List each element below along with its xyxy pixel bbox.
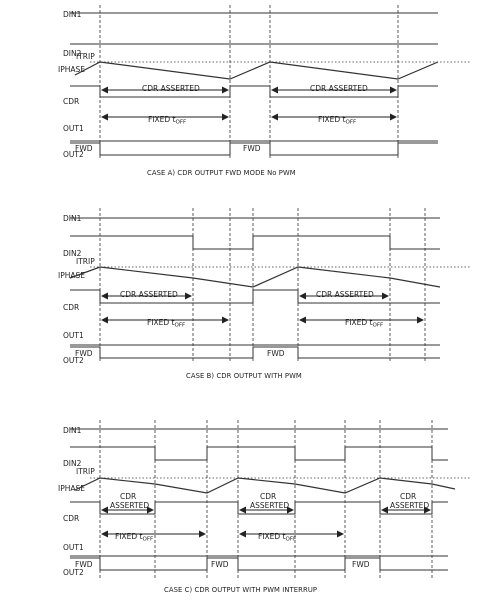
case-a-itrip-label: ITRIP (76, 52, 95, 61)
case-c-cdr-label: CDR (63, 514, 80, 523)
case-b-cdr-asserted-label: CDR ASSERTED (316, 290, 374, 299)
case-c-cdr-asserted-label-line1: CDR (400, 492, 417, 501)
case-c-din1-label: DIN1 (63, 426, 82, 435)
case-b-fwd-label: FWD (75, 349, 93, 358)
case-c-din2-label: DIN2 (63, 459, 82, 468)
case-b-out1-label: OUT1 (63, 331, 84, 340)
case-c-itrip-label: ITRIP (76, 467, 95, 476)
case-a-iphase-label: IPHASE (58, 65, 86, 74)
case-c-iphase-wave (75, 478, 455, 493)
case-b-din2-wave (70, 236, 440, 249)
case-c-cdr-asserted-label-line2: ASSERTED (250, 501, 290, 510)
case-a-fwd-label: FWD (75, 144, 93, 153)
case-b-cdr-label: CDR (63, 303, 80, 312)
case-a-panel (58, 5, 470, 177)
case-c-panel (58, 420, 470, 594)
case-b-fwd-label: FWD (267, 349, 285, 358)
case-c-cdr-asserted-label-line1: CDR (260, 492, 277, 501)
case-a-cdr-wave (70, 86, 438, 97)
case-b-caption: CASE B) CDR OUTPUT WITH PWM (186, 372, 302, 380)
case-c-din2-wave (70, 447, 448, 460)
case-b-fixed-toff-label: FIXED $t_{OFF}$ (147, 318, 186, 329)
case-c-out2-label: OUT2 (63, 568, 84, 577)
case-a-iphase-wave (75, 62, 438, 79)
case-c-out2-wave (70, 558, 448, 570)
case-a-out2-label: OUT2 (63, 150, 84, 159)
case-c-cdr-asserted-label-line2: ASSERTED (390, 501, 430, 510)
case-a-cdr-label: CDR (63, 97, 80, 106)
case-a-din1-label: DIN1 (63, 10, 82, 19)
case-a-din2-label: DIN2 (63, 49, 82, 58)
case-b-panel (58, 208, 470, 380)
case-a-out1-label: OUT1 (63, 124, 84, 133)
case-b-itrip-label: ITRIP (76, 257, 95, 266)
case-b-out2-wave (70, 347, 440, 358)
case-c-iphase-label: IPHASE (58, 484, 86, 493)
case-b-iphase-wave (70, 267, 440, 287)
case-a-cdr-asserted-label: CDR ASSERTED (142, 84, 200, 93)
case-b-fixed-toff-label: FIXED $t_{OFF}$ (345, 318, 384, 329)
case-c-fwd-label: FWD (75, 560, 93, 569)
case-c-out1-label: OUT1 (63, 543, 84, 552)
case-c-fixed-toff-label: FIXED $t_{OFF}$ (258, 532, 297, 543)
case-b-out2-label: OUT2 (63, 356, 84, 365)
case-b-iphase-label: IPHASE (58, 271, 86, 280)
case-b-din1-label: DIN1 (63, 214, 82, 223)
case-a-caption: CASE A) CDR OUTPUT FWD MODE No PWM (147, 169, 296, 177)
case-c-cdr-asserted-label-line2: ASSERTED (110, 501, 150, 510)
case-a-fwd-label: FWD (243, 144, 261, 153)
case-c-caption: CASE C) CDR OUTPUT WITH PWM INTERRUP (164, 586, 318, 594)
case-a-cdr-asserted-label: CDR ASSERTED (310, 84, 368, 93)
case-c-fixed-toff-label: FIXED $t_{OFF}$ (115, 532, 154, 543)
case-c-cdr-asserted-label-line1: CDR (120, 492, 137, 501)
case-b-din2-label: DIN2 (63, 249, 82, 258)
case-a-fixed-toff-label: FIXED $t_{OFF}$ (148, 115, 187, 126)
case-c-fwd-label: FWD (211, 560, 229, 569)
case-a-fixed-toff-label: FIXED $t_{OFF}$ (318, 115, 357, 126)
case-b-cdr-asserted-label: CDR ASSERTED (120, 290, 178, 299)
case-c-fwd-label: FWD (352, 560, 370, 569)
